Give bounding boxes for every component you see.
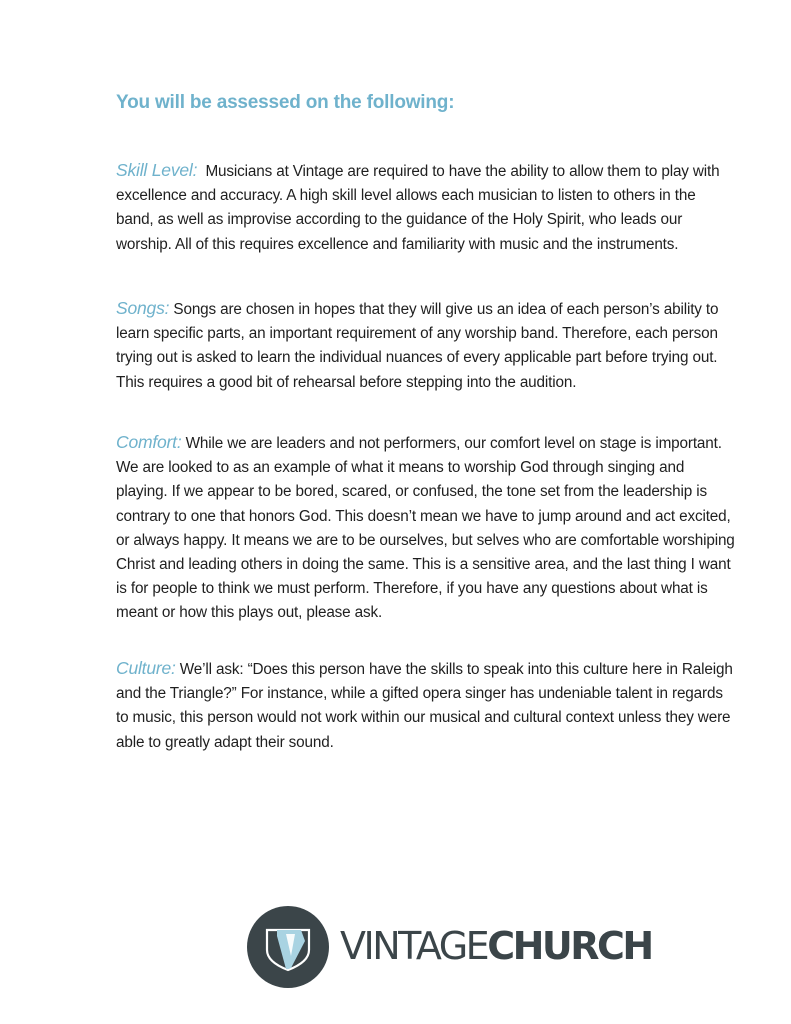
page-heading: You will be assessed on the following: [116, 92, 455, 113]
section-skill-level [116, 158, 736, 257]
logo-wordmark [340, 924, 652, 969]
section-text: Songs are chosen in hopes that they will give us an idea of each person’s ability to learn specific parts, an important requirement of any worship band. Therefore, each person trying out is asked to learn the individual nuances of every applicable part before trying out. This requires a good bit of rehearsal before stepping into the audition. [116, 301, 719, 391]
section-term: Culture: [116, 658, 176, 678]
section-term: Skill Level: [116, 160, 198, 180]
section-term: Comfort: [116, 432, 182, 452]
section-songs [116, 296, 736, 395]
section-text: While we are leaders and not performers, our comfort level on stage is important. We are looked to as an example of what it means to worship God through singing and playing. If we appear to be bored, scared, or confused, the tone set from the leadership is contrary to one that honors God. This doesn’t mean we have to jump around and act excited, or always happy. It means we are to be ourselves, but selves who are comfortable worshiping Christ and leading others in doing the same. This is a sensitive area, and the last thing I want is for people to think we must perform. Therefore, if you have any questions about what is meant or how this plays out, please ask. [116, 435, 735, 622]
shield-logo-icon [247, 906, 329, 988]
vintage-church-logo [247, 906, 652, 988]
logo-text-bold: CHURCH [487, 924, 652, 968]
section-culture [116, 656, 736, 755]
logo-text-light: VINTAGE [340, 924, 488, 968]
section-comfort [116, 430, 736, 626]
section-term: Songs: [116, 298, 170, 318]
section-text: We’ll ask: “Does this person have the skills to speak into this culture here in Raleigh and the Triangle?” For instance, while a gifted opera singer has undeniable talent in regards to music, this person would not work within our musical and cultural context unless they were able to greatly adapt their sound. [116, 661, 733, 751]
section-text: Musicians at Vintage are required to have the ability to allow them to play with excellence and accuracy. A high skill level allows each musician to listen to others in the band, as well as improvise according to the guidance of the Holy Spirit, who leads our worship. All of this requires excellence and familiarity with music and the instruments. [116, 163, 720, 253]
